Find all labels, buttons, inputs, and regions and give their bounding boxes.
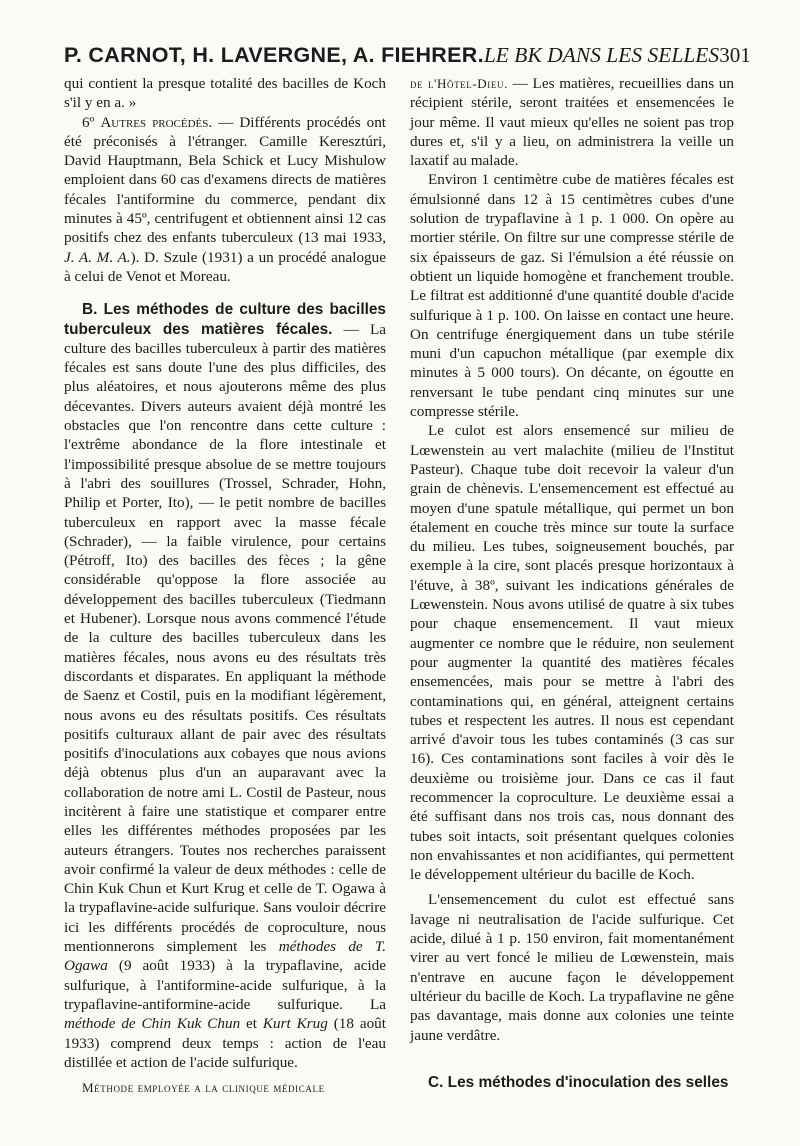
paragraph-continuation: qui contient la presque totalité des bacilles de Koch s'il y en a. » [64, 75, 386, 112]
paragraph-ensemencement: L'ensemencement du culot est effectué sans lavage ni neutralisation de l'acide sulfurique. Cet acide, dilué à 1 p. 150 environ, fait momentanément virer au vert foncé le milieu de Lœwenstein, mais n'entrave en aucune façon le développement ultérieur du bacille de Koch. La trypaflavine ne gêne pas davantage, mais donne aux colonies une teinte jaune verdâtre. [410, 891, 734, 1044]
left-column [64, 74, 386, 1097]
section-c-heading: C. Les méthodes d'inoculation des selles [428, 1073, 729, 1091]
right-column [410, 74, 734, 1092]
journal-citation: J. A. M. A. [64, 248, 131, 266]
section-b-heading: B. Les méthodes de culture des bacilles tuberculeux des matières fécales. [64, 301, 386, 338]
item-number: 6º [82, 113, 95, 131]
section-b: B. Les méthodes de culture des bacilles tuberculeux des matières fécales. — La culture des bacilles tuberculeux à partir des matières fécales est sans doute l'une des plus difficiles, des plus aléatoires, et nous ajouterons même des plus décevantes. Divers auteurs avaient déjà montré les obstacles que l'on rencontre dans cette culture : l'extrême abondance de la flore intestinale et l'impossibilité presque absolue de se mettre toujours à l'abri des souillures (Trossel, Schrader, Hohn, Philip et Porter, Ito), — le petit nombre de bacilles tuberculeux en rapport avec la masse fécale (Schrader), — la faible virulence, pour certains (Pétroff, Ito) des bacilles des fèces ; la gêne considérable qu'oppose la flore associée au développement des bacilles tuberculeux (Tiedmann et Hubener). Lorsque nous avons commencé l'étude de la culture des bacilles tuberculeux dans les matières fécales, nous avons eu des résultats très discordants et disparates. En appliquant la méthode de Saenz et Costil, puis en la modifiant légèrement, nous avons eu des résultats positifs. Ces résultats positifs culturaux allant de pair avec des résultats positifs d'inoculations aux cobayes que nous avions déjà obtenus plus d'un an auparavant avec la collaboration de notre ami L. Costil de Pasteur, nous incitèrent à faire une statistique et comparer entre elles les différentes méthodes proposées par les auteurs étrangers. Toutes nos recherches paraissent avoir confirmé la valeur de deux méthodes : celle de Chin Kuk Chun et Kurt Krug et celle de T. Ogawa à la trypaflavine-acide sulfurique. Sans vouloir décrire ici les différents procédés de coproculture, nous mentionnerons simplement les méthodes de T. Ogawa (9 août 1933) à la trypaflavine, acide sulfurique, à l'antiformine-acide sulfurique, à la trypaflavine-antiformine-acide sulfurique. La méthode de Chin Kuk Chun et Kurt Krug (18 août 1933) comprend deux temps : action de l'eau distillée et action de l'acide sulfurique. [64, 301, 386, 1071]
running-header [64, 38, 751, 72]
paragraph-emulsion: Environ 1 centimètre cube de matières fécales est émulsionné dans 12 à 15 centimètres cubes d'une solution de trypaflavine à 1 p. 1 000. On opère au mortier stérile. On filtre sur une compresse stérile de six épaisseurs de gaz. Si l'émulsion a été réussie on obtient un liquide homogène et franchement trouble. Le filtrat est additionné d'une quantité double d'acide sulfurique à 1 p. 100. On laisse en contact une heure. On centrifuge énergiquement dans un tube stérile muni d'un capuchon métallique (par exemple dix minutes à 5 000 tours). On décante, on égoutte en renversant le tube pendant cinq minutes sur une compresse stérile. [410, 171, 734, 421]
paragraph-culot: Le culot est alors ensemencé sur milieu de Lœwenstein au vert malachite (milieu de l'Institut Pasteur). Chaque tube doit recevoir la valeur d'un grain de chènevis. L'ensemencement est effectué au moyen d'une spatule métallique, qui permet un bon étalement en couche très mince sur toute la surface du milieu. Les tubes, soigneusement bouchés, par exemple à la cire, sont placés presque horizontaux à l'étuve, à 38º, suivant les indications générales de Lœwenstein. Nous avons utilisé de quatre à six tubes pour chaque ensemencement. Il vaut mieux augmenter ce nombre que le réduire, non seulement pour augmenter la quantité des matières fécales ensemencées, mais pour se mettre à l'abri des contaminations qui, en général, atteignent certains tubes et respectent les autres. Il nous est cependant arrivé d'avoir tous les tubes contaminés (3 cas sur 16). Ces contaminations sont faciles à voir dès le deuxième ou troisième jour. Dans ce cas il faut recommencer la coproculture. Le deuxième essai a été suffisant dans nos trois cas, nous donnant des tubes soit intacts, soit présentant quelques colonies non envahissantes et non acidifiantes, qui permettent le développement ultérieur du bacille de Koch. [410, 422, 734, 884]
header-authors: P. CARNOT, H. LAVERGNE, A. FIEHRER. [64, 43, 484, 67]
subheading-autres-procedes: Autres procédés. [100, 113, 213, 131]
paragraph-hotel-dieu: de l'Hôtel-Dieu. — Les matières, recueillies dans un récipient stérile, seront traitées et ensemencées le jour même. Il vaut mieux qu'elles ne soient pas trop dures et, s'il y a lieu, on administrera la veille un laxatif au malade. [410, 75, 734, 170]
paragraph-autres-procedes: 6º Autres procédés. — Différents procédés ont été préconisés à l'étranger. Camille Keresztúri, David Hauptmann, Bela Schick et Lucy Mishulow emploient dans 60 cas d'examens directs de matières fécales l'antiformine du commerce, pendant dix minutes à 45º, centrifugent et obtiennent ainsi 12 cas positifs chez des enfants tuberculeux (13 mai 1933, J. A. M. A.). D. Szule (1931) a un procédé analogue à celui de Venot et Moreau. [64, 113, 387, 285]
header-title: LE BK DANS LES SELLES [483, 43, 720, 67]
page-number: 301 [719, 43, 751, 67]
methode-employee-heading: Méthode employée a la clinique médicale [82, 1080, 325, 1096]
